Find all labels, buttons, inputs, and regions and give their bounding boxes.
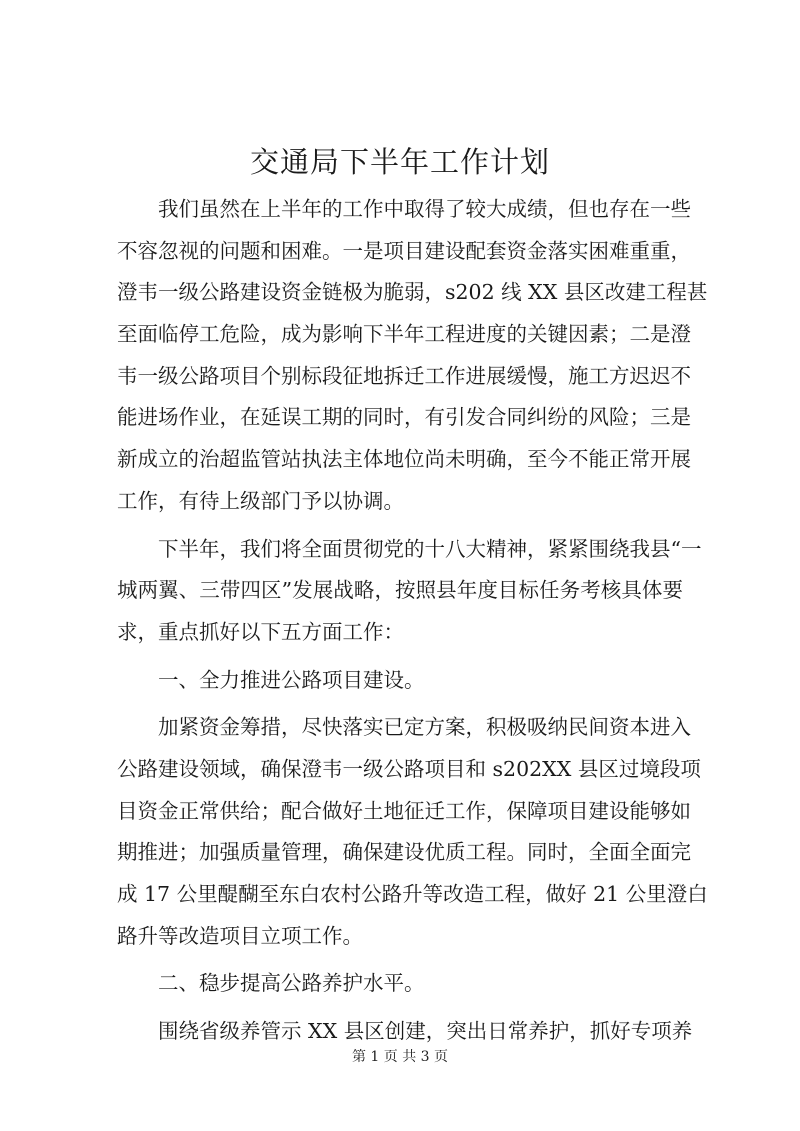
text-line: 澄韦一级公路建设资金链极为脆弱，s202 线 XX 县区改建工程甚 — [117, 280, 708, 305]
section-heading — [117, 963, 683, 1005]
document-body — [117, 189, 708, 1053]
text-line: 围绕省级养管示 XX 县区创建，突出日常养护，抓好专项养 — [158, 1019, 693, 1044]
text-line: 我们虽然在上半年的工作中取得了较大成绩，但也存在一些 — [158, 197, 691, 221]
section-heading-text: 一、全力推进公路项目建设。 — [158, 667, 425, 692]
text-line: 公路建设领域，确保澄韦一级公路项目和 s202XX 县区过境段项 — [117, 756, 701, 781]
text-line: 路升等改造项目立项工作。 — [117, 923, 363, 948]
text-line: 不容忽视的问题和困难。一是项目建设配套资金落实困难重重， — [117, 238, 691, 263]
document-title: 交通局下半年工作计划 — [249, 145, 550, 179]
text-line: 成 17 公里醍醐至东白农村公路升等改造工程，做好 21 公里澄白 — [117, 882, 708, 906]
paragraph — [117, 707, 708, 957]
text-line: 至面临停工危险，成为影响下半年工程进度的关键因素；二是澄 — [117, 322, 691, 347]
text-line: 韦一级公路项目个别标段征地拆迁工作进展缓慢，施工方迟迟不 — [117, 363, 691, 388]
section-heading-text: 二、稳步提高公路养护水平。 — [158, 971, 425, 996]
paragraph — [117, 189, 708, 523]
text-line: 城两翼、三带四区”发展战略，按照县年度目标任务考核具体要 — [117, 578, 683, 603]
text-line: 求，重点抓好以下五方面工作： — [117, 619, 404, 644]
text-line: 工作，有待上级部门予以协调。 — [117, 488, 404, 513]
text-line: 目资金正常供给；配合做好土地征迁工作，保障项目建设能够如 — [117, 798, 691, 823]
section-heading — [117, 660, 683, 702]
text-line: 能进场作业，在延误工期的同时，有引发合同纠纷的风险；三是 — [117, 405, 691, 430]
text-line: 下半年，我们将全面贯彻党的十八大精神，紧紧围绕我县“一 — [158, 536, 702, 561]
text-line: 新成立的治超监管站执法主体地位尚未明确，至今不能正常开展 — [117, 447, 691, 472]
text-line: 加紧资金筹措，尽快落实已定方案，积极吸纳民间资本进入 — [158, 715, 691, 740]
text-line: 期推进；加强质量管理，确保建设优质工程。同时，全面全面完 — [117, 840, 691, 865]
paragraph — [117, 529, 702, 654]
page-footer: 第 1 页 共 3 页 — [351, 1049, 449, 1065]
